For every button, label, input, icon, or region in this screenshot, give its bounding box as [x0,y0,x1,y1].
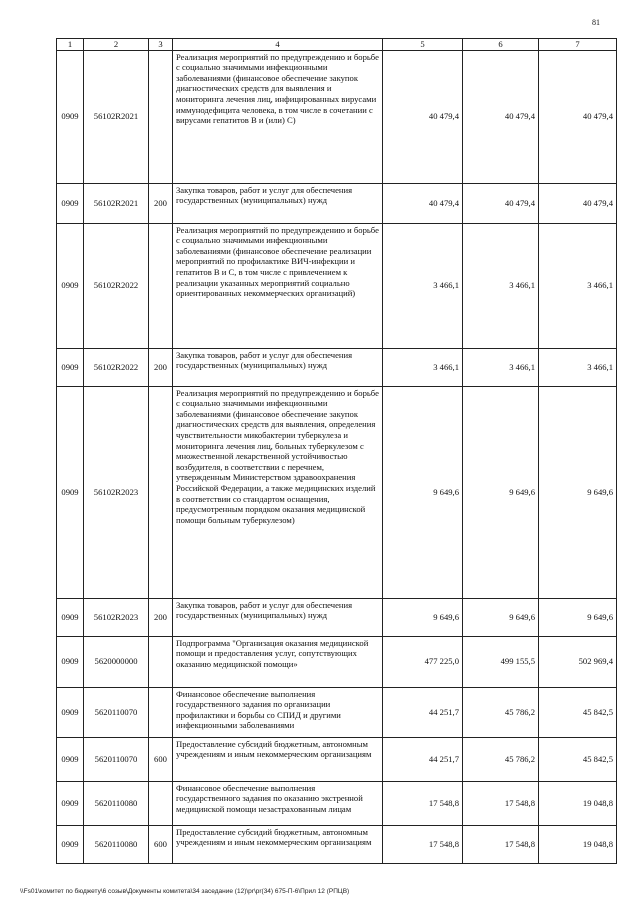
section-code: 0909 [57,598,84,636]
section-code: 0909 [57,687,84,737]
amount-year-3: 3 466,1 [539,348,617,386]
amount-year-2: 499 155,5 [463,636,539,687]
table-row [57,825,617,863]
table-row [57,348,617,386]
target-code: 56102R2021 [84,50,149,183]
amount-year-3: 40 479,4 [539,50,617,183]
expense-code [149,386,173,598]
amount-year-2: 9 649,6 [463,598,539,636]
amount-year-3: 3 466,1 [539,223,617,348]
amount-year-1: 40 479,4 [383,183,463,223]
section-code: 0909 [57,636,84,687]
amount-year-3: 9 649,6 [539,386,617,598]
target-code: 56102R2022 [84,348,149,386]
item-name: Реализация мероприятий по предупреждению и борьбе с социально значимыми инфекционными заболеваниями (финансовое обеспечение закупок диагностических средств для выявления и мониторинга лечения лиц, инфицированных вирусами иммунодефицита человека, в том числе в сочетании с вирусами гепатитов B и (или) C) [173,50,383,183]
amount-year-3: 502 969,4 [539,636,617,687]
amount-year-1: 44 251,7 [383,737,463,781]
section-code: 0909 [57,223,84,348]
target-code: 56102R2023 [84,386,149,598]
amount-year-1: 40 479,4 [383,50,463,183]
section-code: 0909 [57,781,84,825]
amount-year-1: 44 251,7 [383,687,463,737]
table-row [57,386,617,598]
target-code: 5620110070 [84,687,149,737]
table-row [57,50,617,183]
expense-code: 200 [149,183,173,223]
item-name: Финансовое обеспечение выполнения государственного задания по оказанию экстренной медицинской помощи незастрахованным лицам [173,781,383,825]
table-row [57,781,617,825]
item-name: Закупка товаров, работ и услуг для обеспечения государственных (муниципальных) нужд [173,348,383,386]
expense-code: 600 [149,825,173,863]
section-code: 0909 [57,50,84,183]
file-path-footer: \\Fs01\комитет по бюджету\6 созыв\Документы комитета\34 заседание (12)\pr\pr(34) 675-П-6\Прил 12 (РПЦВ) [20,888,350,895]
amount-year-1: 17 548,8 [383,825,463,863]
table-row [57,223,617,348]
column-header: 3 [149,39,173,51]
table-row [57,636,617,687]
amount-year-1: 17 548,8 [383,781,463,825]
amount-year-2: 17 548,8 [463,825,539,863]
amount-year-1: 9 649,6 [383,386,463,598]
expense-code [149,687,173,737]
expense-code [149,50,173,183]
column-number-row [57,39,617,51]
amount-year-2: 17 548,8 [463,781,539,825]
amount-year-2: 9 649,6 [463,386,539,598]
item-name: Предоставление субсидий бюджетным, автономным учреждениям и иным некоммерческим организациям [173,825,383,863]
expense-code [149,636,173,687]
amount-year-3: 9 649,6 [539,598,617,636]
section-code: 0909 [57,737,84,781]
expense-code [149,223,173,348]
target-code: 56102R2023 [84,598,149,636]
expense-code: 600 [149,737,173,781]
expense-code [149,781,173,825]
item-name: Закупка товаров, работ и услуг для обеспечения государственных (муниципальных) нужд [173,598,383,636]
amount-year-3: 45 842,5 [539,687,617,737]
amount-year-2: 40 479,4 [463,50,539,183]
expense-code: 200 [149,348,173,386]
amount-year-1: 3 466,1 [383,223,463,348]
amount-year-3: 19 048,8 [539,825,617,863]
column-header: 2 [84,39,149,51]
target-code: 5620000000 [84,636,149,687]
section-code: 0909 [57,348,84,386]
page-number: 81 [592,18,600,27]
item-name: Закупка товаров, работ и услуг для обеспечения государственных (муниципальных) нужд [173,183,383,223]
amount-year-3: 19 048,8 [539,781,617,825]
amount-year-3: 40 479,4 [539,183,617,223]
amount-year-2: 45 786,2 [463,687,539,737]
table-row [57,737,617,781]
amount-year-2: 40 479,4 [463,183,539,223]
target-code: 5620110070 [84,737,149,781]
column-header: 5 [383,39,463,51]
target-code: 5620110080 [84,781,149,825]
section-code: 0909 [57,386,84,598]
target-code: 56102R2022 [84,223,149,348]
item-name: Подпрограмма "Организация оказания медицинской помощи и предоставления услуг, сопутствующих оказанию медицинской помощи» [173,636,383,687]
item-name: Предоставление субсидий бюджетным, автономным учреждениям и иным некоммерческим организациям [173,737,383,781]
table-row [57,687,617,737]
target-code: 56102R2021 [84,183,149,223]
section-code: 0909 [57,183,84,223]
amount-year-1: 3 466,1 [383,348,463,386]
item-name: Финансовое обеспечение выполнения государственного задания по организации профилактики и борьбы со СПИД и другими инфекционными заболеваниями [173,687,383,737]
target-code: 5620110080 [84,825,149,863]
item-name: Реализация мероприятий по предупреждению и борьбе с социально значимыми инфекционными заболеваниями (финансовое обеспечение закупок диагностических средств для выявления, определения чувствительности микобактерии туберкулеза и мониторинга лечения лиц, больных туберкулезом с множественной лекарственной устойчивостью возбудителя, в соответствии с перечнем, утвержденным Министерством здравоохранения Российской Федерации, а также медицинских изделий в соответствии со стандартом оснащения, предусмотренным порядком оказания медицинской помощи больным туберкулезом) [173,386,383,598]
column-header: 6 [463,39,539,51]
amount-year-3: 45 842,5 [539,737,617,781]
column-header: 4 [173,39,383,51]
budget-table [56,38,617,864]
item-name: Реализация мероприятий по предупреждению и борьбе с социально значимыми инфекционными заболеваниями (финансовое обеспечение реализации мероприятий по профилактике ВИЧ-инфекции и гепатитов B и C, в том числе с привлечением к реализации указанных мероприятий социально ориентированных некоммерческих организаций) [173,223,383,348]
amount-year-2: 3 466,1 [463,348,539,386]
table-row [57,598,617,636]
amount-year-2: 45 786,2 [463,737,539,781]
table-row [57,183,617,223]
section-code: 0909 [57,825,84,863]
amount-year-2: 3 466,1 [463,223,539,348]
amount-year-1: 9 649,6 [383,598,463,636]
column-header: 7 [539,39,617,51]
expense-code: 200 [149,598,173,636]
amount-year-1: 477 225,0 [383,636,463,687]
column-header: 1 [57,39,84,51]
